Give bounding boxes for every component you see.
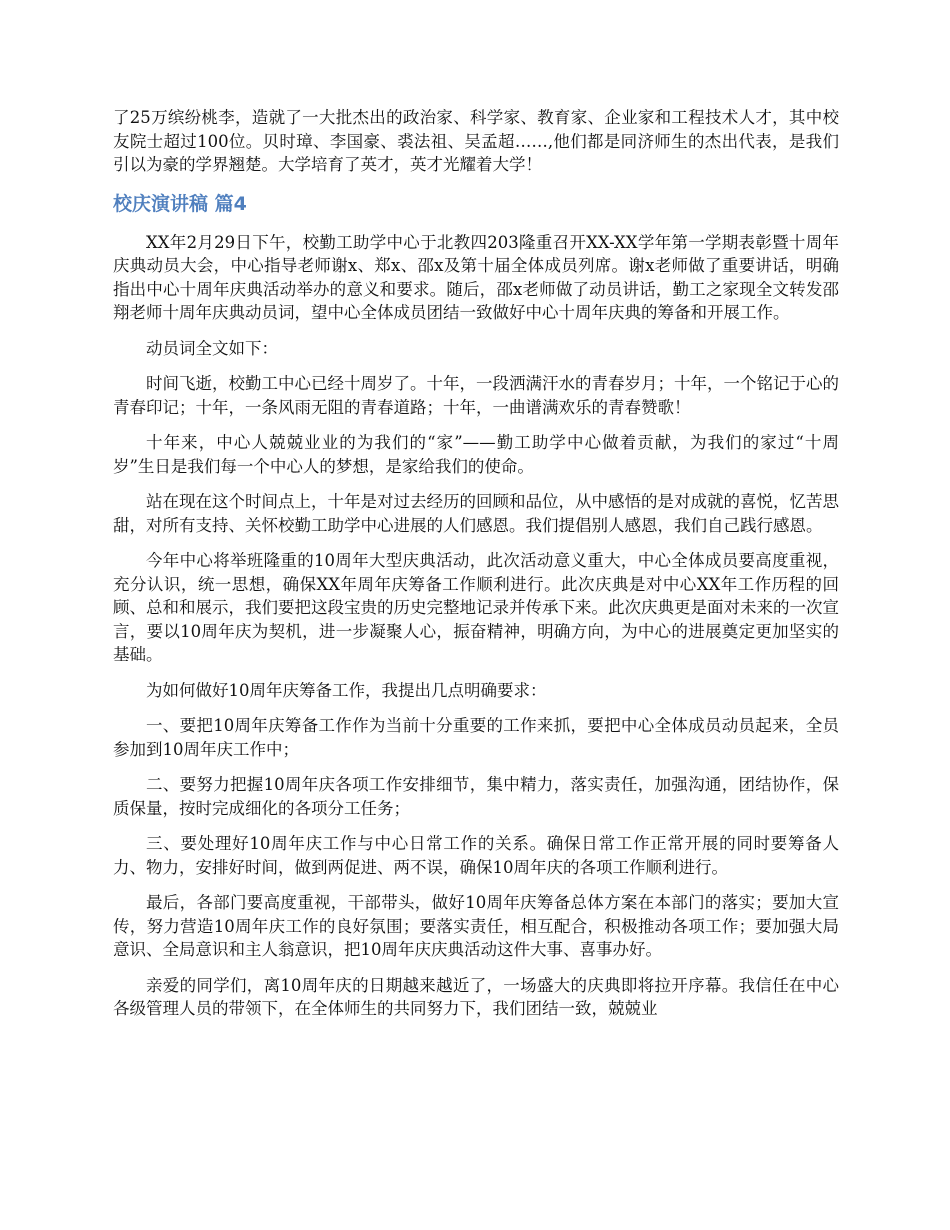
paragraph-finally: 最后，各部门要高度重视，干部带头，做好10周年庆筹备总体方案在本部门的落实；要加大宣传，努力营造10周年庆工作的良好氛围；要落实责任，相互配合，积极推动各项工作；要加强大局意识、全局意识和主人翁意识，把10周年庆庆典活动这件大事、喜事办好。 [113,893,839,959]
document-body [113,106,839,1033]
section-heading: 校庆演讲稿 篇4 [113,192,247,215]
paragraph-contribution: 十年来，中心人兢兢业业的为我们的“家”——勤工助学中心做着贡献，为我们的家过“十周岁”生日是我们每一个中心人的梦想，是家给我们的使命。 [113,433,839,476]
paragraph-speech-intro: 动员词全文如下： [146,338,278,358]
intro-paragraph: 了25万缤纷桃李，造就了一大批杰出的政治家、科学家、教育家、企业家和工程技术人才，其中校友院士超过100位。贝时璋、李国豪、裘法祖、吴孟超……,他们都是同济师生的杰出代表，是我们引以为豪的学界翘楚。大学培育了英才，英才光耀着大学！ [113,108,839,174]
paragraph-requirement-3: 三、要处理好10周年庆工作与中心日常工作的关系。确保日常工作正常开展的同时要筹备人力、物力，安排好时间，做到两促进、两不误，确保10周年庆的各项工作顺利进行。 [113,834,839,877]
paragraph-gratitude: 站在现在这个时间点上，十年是对过去经历的回顾和品位，从中感悟的是对成就的喜悦，忆苦思甜，对所有支持、关怀校勤工助学中心进展的人们感恩。我们提倡别人感恩，我们自己践行感恩。 [113,492,839,535]
paragraph-requirement-1: 一、要把10周年庆筹备工作作为当前十分重要的工作来抓，要把中心全体成员动员起来，全员参加到10周年庆工作中； [113,716,839,759]
paragraph-requirement-2: 二、要努力把握10周年庆各项工作安排细节，集中精力，落实责任，加强沟通，团结协作，保质保量，按时完成细化的各项分工任务； [113,775,839,818]
paragraph-ten-years: 时间飞逝，校勤工中心已经十周岁了。十年，一段洒满汗水的青春岁月；十年，一个铭记于心的青春印记；十年，一条风雨无阻的青春道路；十年，一曲谱满欢乐的青春赞歌！ [113,374,839,417]
paragraph-closing: 亲爱的同学们，离10周年庆的日期越来越近了，一场盛大的庆典即将拉开序幕。我信任在中心各级管理人员的带领下，在全体师生的共同努力下，我们团结一致，兢兢业 [113,975,839,1018]
paragraph-announcement: XX年2月29日下午，校勤工助学中心于北教四203隆重召开XX-XX学年第一学期表彰暨十周年庆典动员大会，中心指导老师谢x、郑x、邵x及第十届全体成员列席。谢x老师做了重要讲话，明确指出中心十周年庆典活动举办的意义和要求。随后，邵x老师做了动员讲话，勤工之家现全文转发邵翔老师十周年庆典动员词，望中心全体成员团结一致做好中心十周年庆典的筹备和开展工作。 [113,232,839,322]
paragraph-requirements-intro: 为如何做好10周年庆筹备工作，我提出几点明确要求： [146,680,547,700]
paragraph-celebration-plan: 今年中心将举班隆重的10周年大型庆典活动，此次活动意义重大，中心全体成员要高度重视，充分认识，统一思想，确保XX年周年庆筹备工作顺利进行。此次庆典是对中心XX年工作历程的回顾、总和和展示，我们要把这段宝贵的历史完整地记录并传承下来。此次庆典更是面对未来的一次宣言，要以10周年庆为契机，进一步凝聚人心，振奋精神，明确方向，为中心的进展奠定更加坚实的基础。 [113,551,839,664]
